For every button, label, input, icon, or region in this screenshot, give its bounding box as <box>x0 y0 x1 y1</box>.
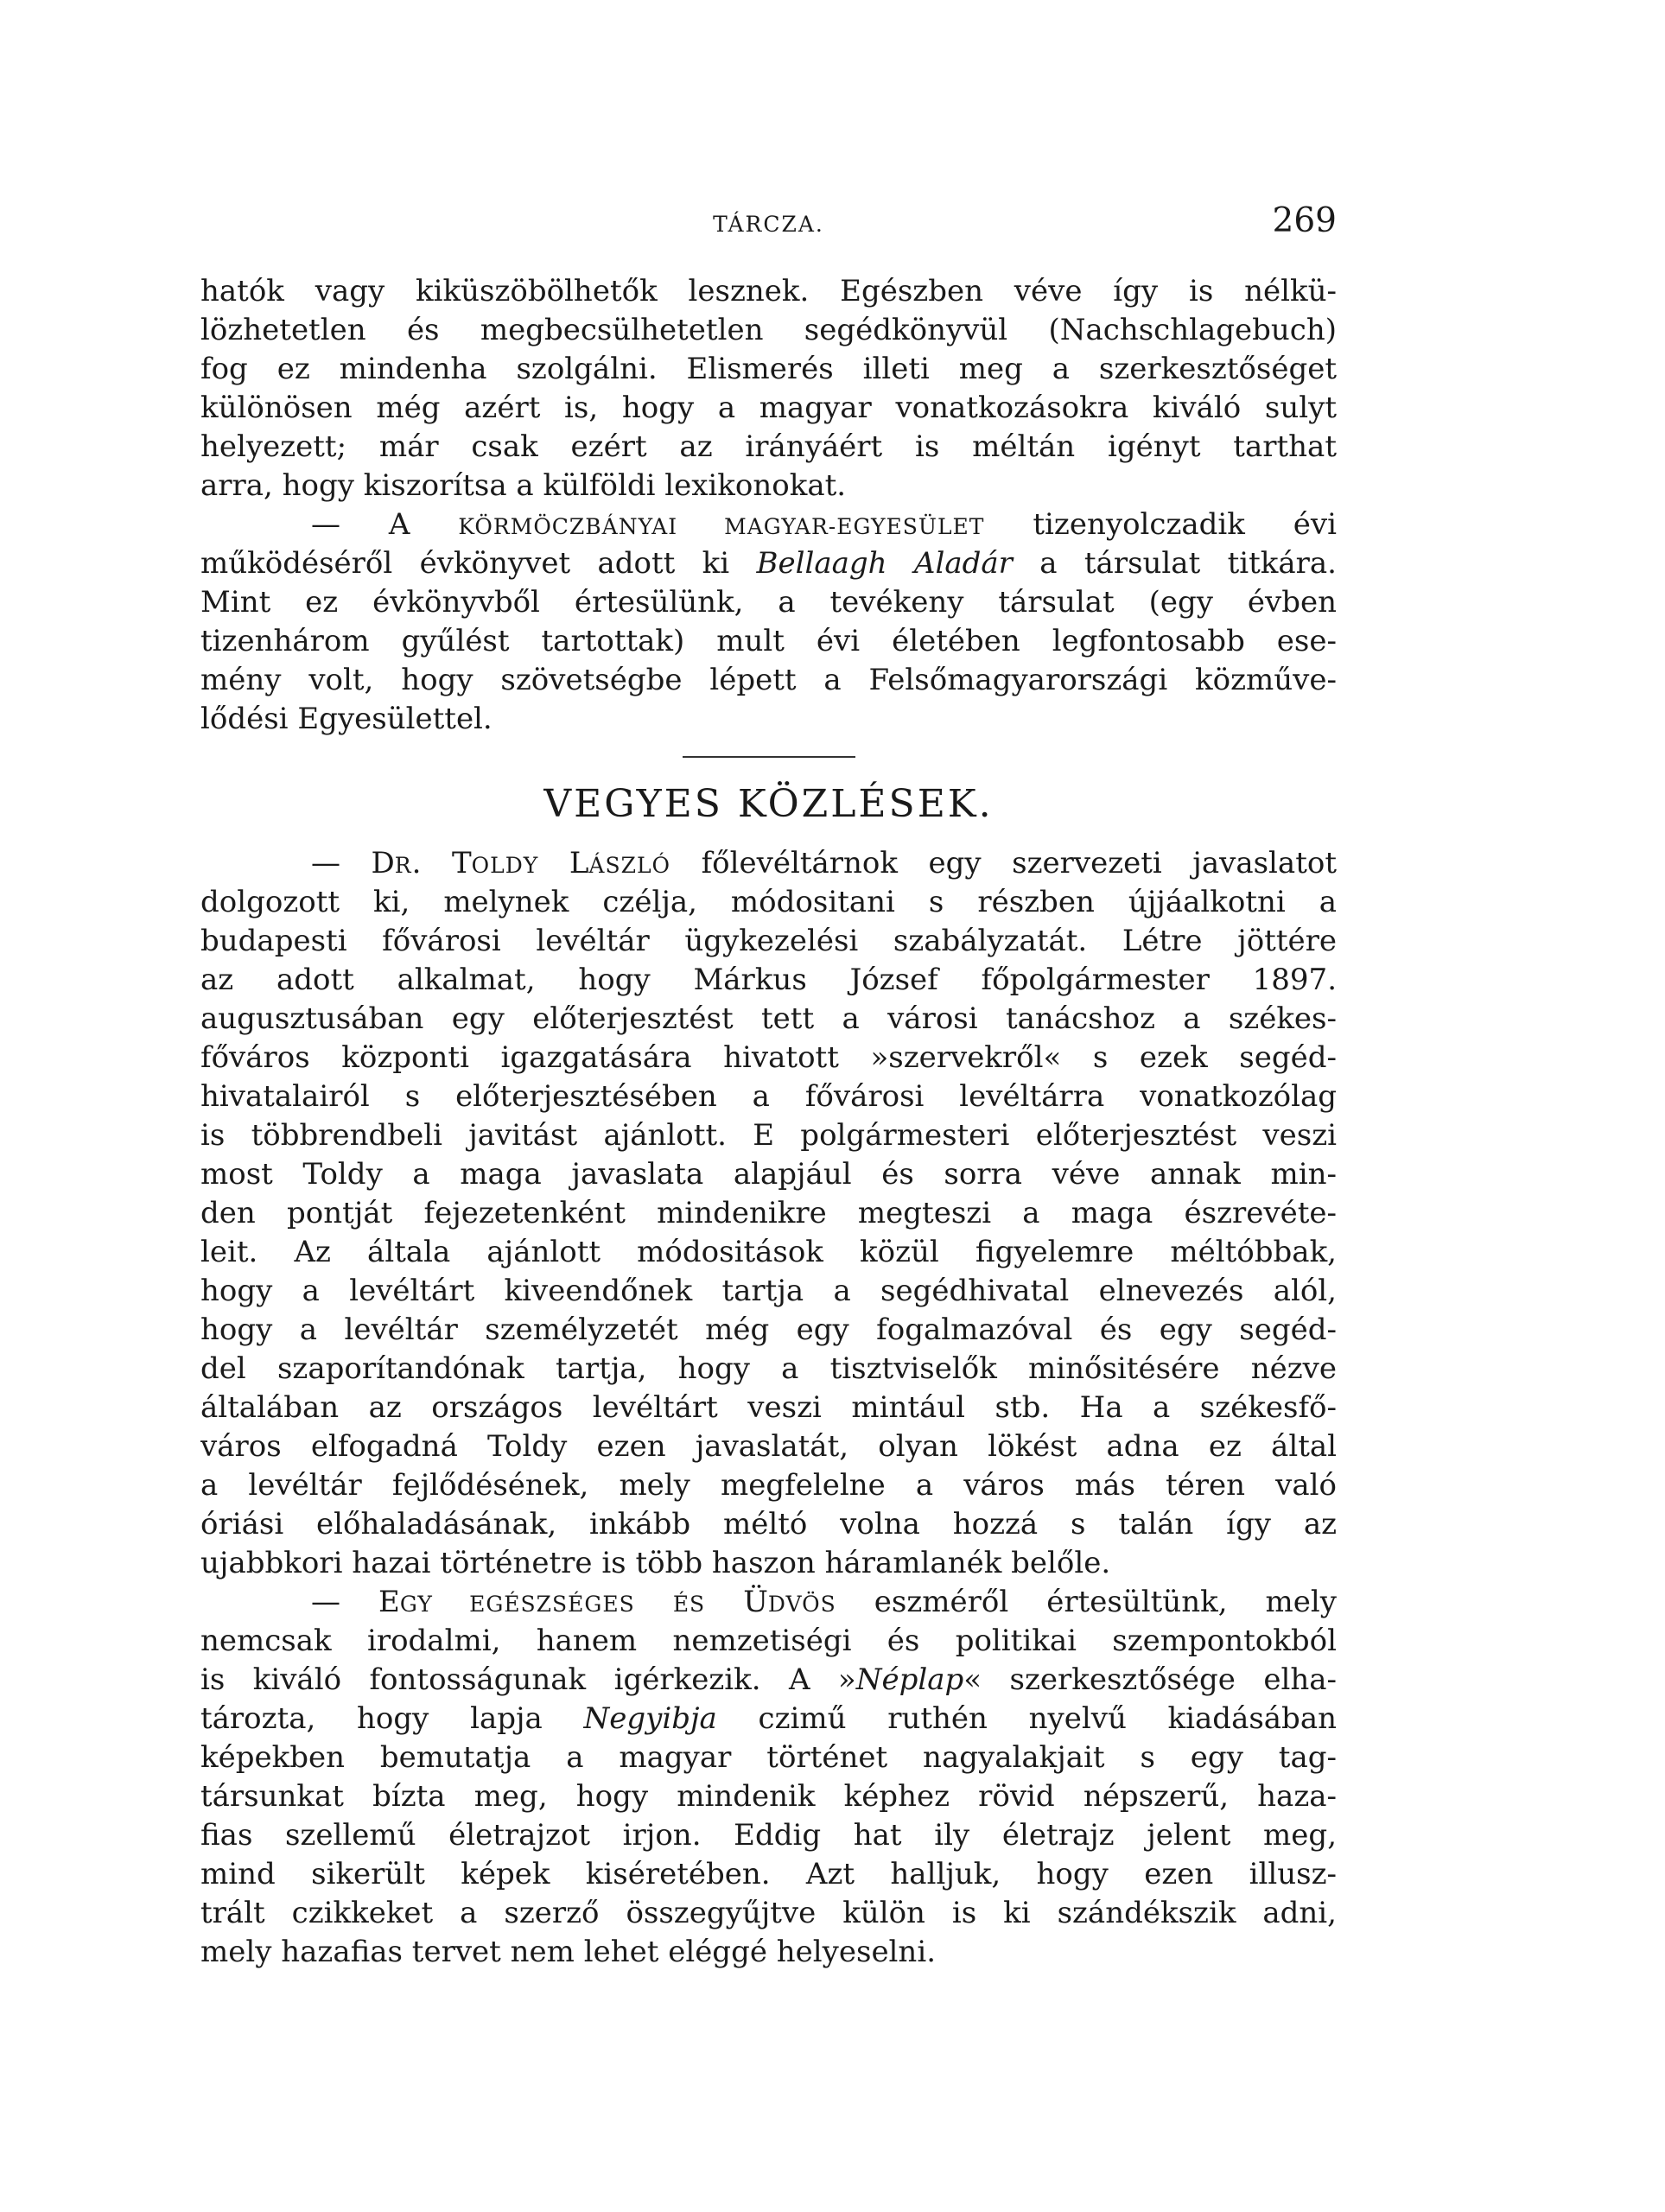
text-line: nemcsak irodalmi, hanem nemzetiségi és politikai szempontokból <box>200 1624 1337 1658</box>
text-line: lözhetetlen és megbecsülhetetlen segédkönyvül (Nachschlagebuch) <box>200 313 1337 347</box>
dash-lead: — A <box>311 507 410 542</box>
text-run: . T <box>411 846 472 880</box>
text-line: budapesti fővárosi levéltár ügykezelési szabályzatát. Létre jöttére <box>200 924 1337 958</box>
body-text <box>200 272 1337 1972</box>
text-line: főváros központi igazgatására hivatott »szervekről« s ezek segéd- <box>200 1040 1337 1075</box>
text-line: den pontját fejezetenként mindenikre megteszi a maga észrevéte- <box>200 1196 1337 1230</box>
text-line: város elfogadná Toldy ezen javaslatát, olyan lökést adna ez által <box>200 1429 1337 1464</box>
text-run: főlevéltárnok egy szervezeti javaslatot <box>670 846 1337 880</box>
text-line: helyezett; már csak ezért az irányáért is méltán igényt tarthat <box>200 429 1337 464</box>
section-divider <box>683 756 855 758</box>
text-line: mely hazafias tervet nem lehet eléggé helyeselni. <box>200 1935 937 1969</box>
text-line: hatók vagy kiküszöbölhetők lesznek. Egészben véve így is nélkü- <box>200 274 1337 308</box>
text-line: lődési Egyesülettel. <box>200 702 493 736</box>
text-line: óriási előhaladásának, inkább méltó volna hozzá s talán így az <box>200 1507 1337 1541</box>
section-heading: VEGYES KÖZLÉSEK. <box>543 782 994 826</box>
text-run <box>635 1585 673 1619</box>
text-line: hivatalairól s előterjesztésében a fővárosi levéltárra vonatkozólag <box>200 1079 1337 1114</box>
italic-title: Néplap <box>855 1662 964 1697</box>
text-line: dolgozott ki, melynek czélja, módositani s részben újjáalkotni a <box>200 885 1337 919</box>
text-line: trált czikkeket a szerző összegyűjtve külön is ki szándékszik adni, <box>200 1896 1337 1930</box>
text-line <box>200 1583 1337 1622</box>
text-line: tizenhárom gyűlést tartottak) mult évi életében legfontosabb ese- <box>200 624 1337 658</box>
text-line: hogy a levéltár személyzetét még egy fogalmazóval és egy segéd- <box>200 1313 1337 1347</box>
text-line: leit. Az általa ajánlott módositások közül figyelemre méltóbbak, <box>200 1235 1337 1269</box>
text-line <box>200 1661 1337 1700</box>
text-line: mény volt, hogy szövetségbe lépett a Felsőmagyarországi közműve- <box>200 663 1337 697</box>
small-caps-name: KÖRMÖCZBÁNYAI MAGYAR-EGYESÜLET <box>458 514 985 539</box>
italic-title: Negyibja <box>583 1701 717 1736</box>
text-line: különösen még azért is, hogy a magyar vonatkozásokra kiváló sulyt <box>200 391 1337 425</box>
text-line: fog ez mindenha szolgálni. Elismerés illeti meg a szerkesztőséget <box>200 352 1337 386</box>
text-run: eszméről értesültünk, mely <box>836 1585 1337 1619</box>
paragraph-kormoczbanya <box>200 505 1337 739</box>
small-caps: OLDY <box>471 853 539 878</box>
text-line: ujabbkori hazai történetre is több haszon háramlanék belőle. <box>200 1546 1111 1580</box>
text-line: hogy a levéltárt kiveendőnek tartja a segédhivatal elnevezés alól, <box>200 1274 1337 1308</box>
text-run: tizenyolczadik évi <box>984 507 1337 542</box>
text-line: is többrendbeli javitást ajánlott. E polgármesteri előterjesztést veszi <box>200 1118 1337 1153</box>
text-line: arra, hogy kiszorítsa a külföldi lexikonokat. <box>200 468 847 503</box>
paragraph-toldy <box>200 844 1337 1583</box>
text-run: czimű ruthén nyelvű kiadásában <box>716 1701 1337 1736</box>
text-run: a társulat titkára. <box>1012 546 1337 581</box>
text-line: társunkat bízta meg, hogy mindenik képhez rövid népszerű, haza- <box>200 1779 1337 1814</box>
text-run: L <box>538 846 589 880</box>
page-number: 269 <box>1272 201 1337 240</box>
text-line: az adott alkalmat, hogy Márkus József főpolgármester 1897. <box>200 963 1337 997</box>
text-run: is kiváló fontosságunak igérkezik. A » <box>200 1662 856 1697</box>
text-line <box>200 844 1337 883</box>
text-line: mind sikerült képek kiséretében. Azt halljuk, hogy ezen illusz- <box>200 1857 1337 1891</box>
text-run: « szerkesztősége elha- <box>963 1662 1337 1697</box>
text-line: fias szellemű életrajzot irjon. Eddig hat ily életrajz jelent meg, <box>200 1818 1337 1853</box>
text-line <box>200 1700 1337 1738</box>
dash-lead: — D <box>311 846 395 880</box>
paragraph-neplap <box>200 1583 1337 1972</box>
small-caps: GY EGÉSZSÉGES <box>399 1592 635 1617</box>
small-caps: ÉS <box>672 1592 706 1617</box>
text-line: del szaporítandónak tartja, hogy a tisztviselők minősitésére nézve <box>200 1351 1337 1386</box>
page-header <box>200 201 1337 253</box>
paragraph-lexicon-review <box>200 272 1337 505</box>
text-run: tározta, hogy lapja <box>200 1701 584 1736</box>
running-head: TÁRCZA. <box>713 212 824 237</box>
text-line <box>200 544 1337 583</box>
text-line: a levéltár fejlődésének, mely megfelelne a város más téren való <box>200 1468 1337 1503</box>
text-line: képekben bemutatja a magyar történet nagyalakjait s egy tag- <box>200 1740 1337 1775</box>
text-line: Mint ez évkönyvből értesülünk, a tevékeny társulat (egy évben <box>200 585 1337 620</box>
text-line: augusztusában egy előterjesztést tett a városi tanácshoz a székes- <box>200 1001 1337 1036</box>
text-line: általában az országos levéltárt veszi mintául stb. Ha a székesfő- <box>200 1390 1337 1425</box>
text-line <box>200 505 1337 544</box>
small-caps: R <box>394 853 412 878</box>
text-line: most Toldy a maga javaslata alapjául és sorra véve annak min- <box>200 1157 1337 1192</box>
small-caps: DVÖS <box>767 1592 836 1617</box>
italic-name: Bellaagh Aladár <box>756 546 1013 581</box>
dash-lead: — E <box>311 1585 400 1619</box>
text-run: működéséről évkönyvet adott ki <box>200 546 757 581</box>
small-caps: ÁSZLÓ <box>588 853 671 878</box>
text-run: Ü <box>705 1585 768 1619</box>
